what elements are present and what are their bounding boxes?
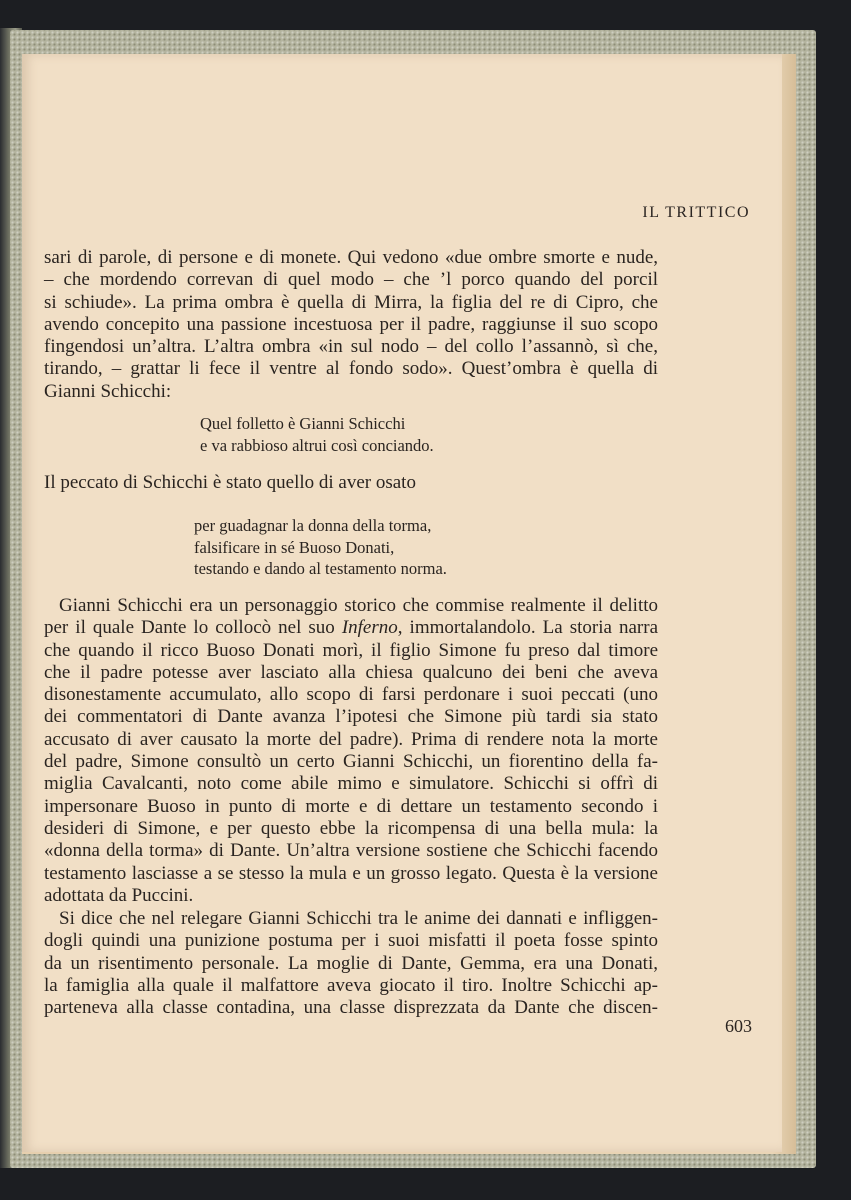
text-line: accusato di aver causato la morte del padre). Prima di rendere nota la morte (44, 728, 658, 750)
paragraph-1 (44, 247, 658, 403)
text-line: avendo concepito una passione incestuosa per il padre, raggiunse il suo scopo (44, 313, 658, 335)
text-line: testamento lasciasse a se stesso la mula e un grosso legato. Questa è la versione (44, 862, 658, 884)
text-line: «donna della torma» di Dante. Un’altra versione sostiene che Schicchi facendo (44, 840, 658, 862)
text-line: – che mordendo correvan di quel modo – che ’l porco quando del porcil (44, 269, 658, 291)
text-line: Gianni Schicchi: (44, 380, 172, 402)
verse-quote-1 (200, 413, 434, 456)
text-line: disonestamente accumulato, allo scopo di farsi perdonare i suoi peccati (uno (44, 684, 658, 706)
verse-line: e va rabbioso altrui così conciando. (200, 435, 434, 455)
text-line: Si dice che nel relegare Gianni Schicchi tra le anime dei dannati e infliggen- (59, 908, 658, 929)
text-line: che il padre potesse aver lasciato alla chiesa qualcuno dei beni che aveva (44, 661, 658, 683)
text-line: che quando il ricco Buoso Donati morì, il figlio Simone fu preso dal timore (44, 639, 658, 661)
text-line: sari di parole, di persone e di monete. Qui vedono «due ombre smorte e nude, (44, 247, 658, 268)
text-line: desideri di Simone, e per questo ebbe la ricompensa di una bella mula: la (44, 817, 658, 839)
page-number: 603 (725, 1016, 752, 1036)
verse-quote-2 (194, 515, 447, 580)
book-page (22, 54, 782, 1152)
verse-line: falsificare in sé Buoso Donati, (194, 537, 395, 557)
running-head: IL TRITTICO (642, 204, 750, 221)
text-line: dogli quindi una punizione postuma per i suoi misfatti il poeta fosse spinto (44, 930, 658, 952)
verse-line: testando e dando al testamento norma. (194, 559, 447, 578)
paragraph-2 (44, 595, 658, 907)
text-line: miglia Cavalcanti, noto come abile mimo e simulatore. Schicchi si offrì di (44, 773, 658, 795)
text-line: la famiglia alla quale il malfattore aveva giocato il tiro. Inoltre Schicchi ap- (44, 974, 658, 996)
text-line: del padre, Simone consultò un certo Gianni Schicchi, un fiorentino della fa- (44, 751, 658, 773)
text-line: dei commentatori di Dante avanza l’ipotesi che Simone più tardi sia stato (44, 706, 658, 728)
text-line: fingendosi un’altra. L’altra ombra «in sul nodo – del collo l’assannò, sì che, (44, 336, 658, 358)
text-line: impersonare Buoso in punto di morte e di dettare un testamento secondo i (44, 795, 658, 817)
text-line: parteneva alla classe contadina, una classe disprezzata da Dante che discen- (44, 997, 658, 1019)
text-line: tirando, – grattar li fece il ventre al fondo sodo». Quest’ombra è quella di (44, 358, 658, 380)
connecting-line (44, 472, 658, 494)
text-line: adottata da Puccini. (44, 884, 194, 906)
paragraph-3 (44, 908, 658, 1019)
text-line: da un risentimento personale. La moglie di Dante, Gemma, era una Donati, (44, 952, 658, 974)
text-line: per il quale Dante lo collocò nel suo Inferno, immortalandolo. La storia narra (44, 617, 658, 639)
text-line: Gianni Schicchi era un personaggio storico che commise realmente il delitto (59, 595, 658, 616)
italic-title: Inferno (341, 617, 398, 639)
text-line: si schiude». La prima ombra è quella di Mirra, la figlia del re di Cipro, che (44, 291, 658, 313)
text-line: Il peccato di Schicchi è stato quello di aver osato (44, 472, 416, 493)
verse-line: per guadagnar la donna della torma, (194, 516, 432, 535)
verse-line: Quel folletto è Gianni Schicchi (200, 414, 406, 433)
